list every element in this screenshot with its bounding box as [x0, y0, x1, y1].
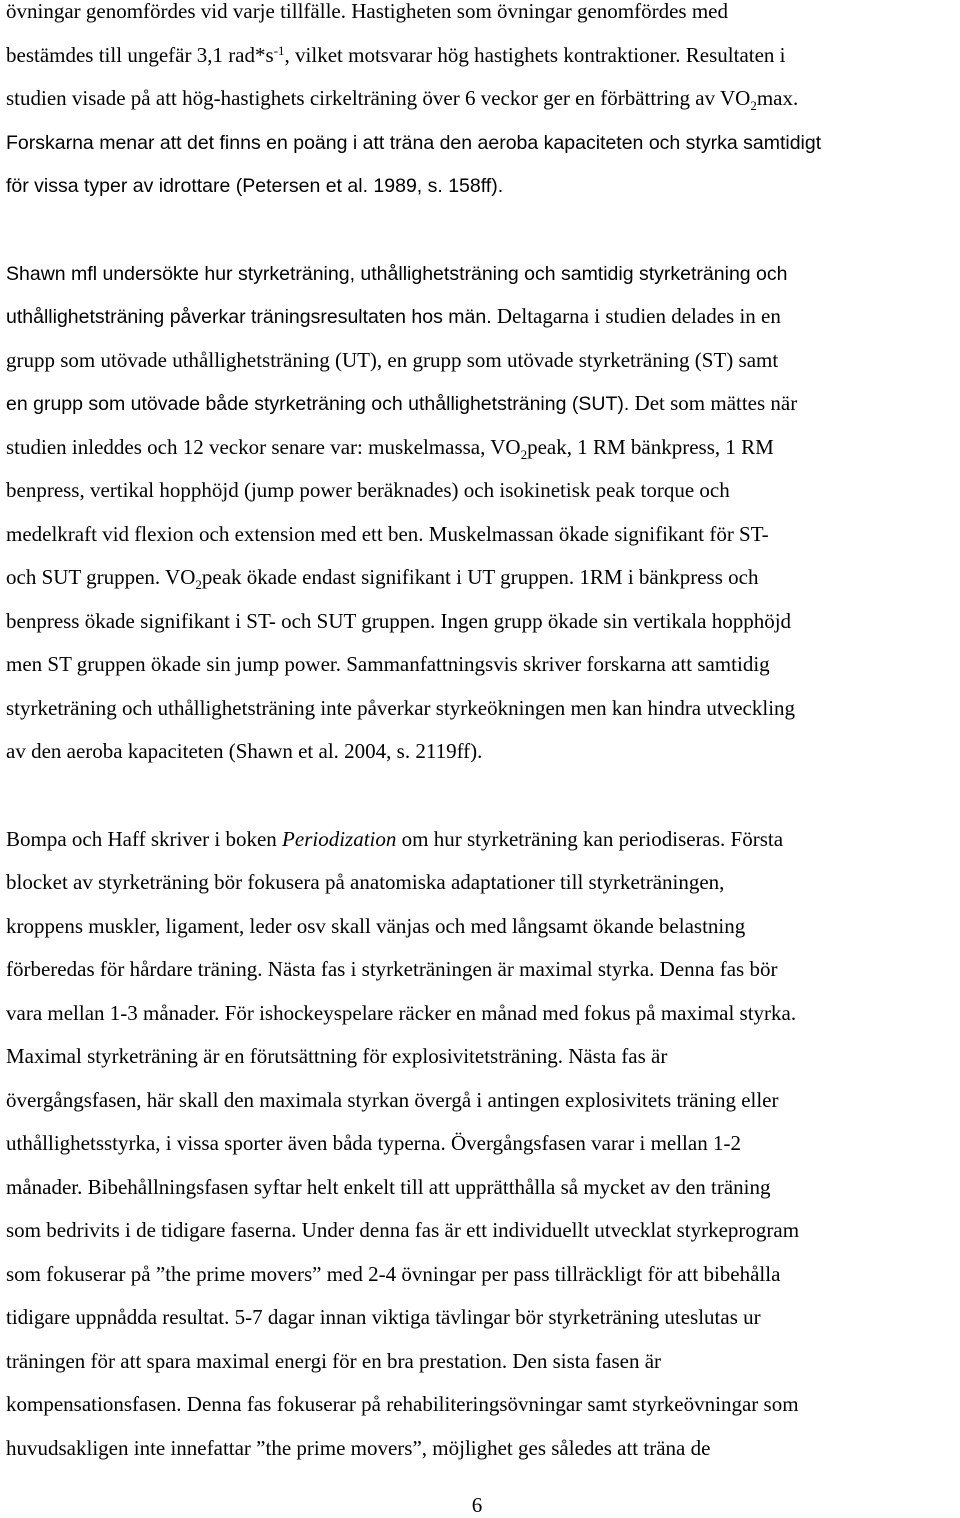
- line-text: förberedas för hårdare träning. Nästa fas i styrketräningen är maximal styrka. Denna fas bör: [6, 957, 778, 981]
- text-line: [6, 1304, 761, 1330]
- line-text: Shawn mfl undersökte hur styrketräning, uthållighetsträning och samtidig styrketräning och: [6, 263, 788, 285]
- line-text: studien inleddes och 12 veckor senare var: muskelmassa, VO: [6, 435, 521, 459]
- text-line: [6, 869, 724, 895]
- text-line: [6, 608, 791, 634]
- line-text: medelkraft vid flexion och extension med ett ben. Muskelmassan ökade signifikant för ST-: [6, 522, 769, 546]
- text-line: [6, 956, 777, 982]
- line-text: en grupp som utövade både styrketräning och uthållighetsträning (SUT).: [6, 393, 630, 415]
- text-line: [6, 826, 783, 852]
- line-text: grupp som utövade uthållighetsträning (UT), en grupp som utövade styrketräning (ST) samt: [6, 348, 779, 372]
- text-line: [6, 1261, 780, 1287]
- line-text: månader. Bibehållningsfasen syftar helt enkelt till att upprätthålla så mycket av den träning: [6, 1175, 771, 1199]
- text-line: [6, 521, 769, 547]
- text-line: [6, 347, 778, 373]
- text-line: [6, 85, 798, 111]
- line-text: vara mellan 1-3 månader. För ishockeyspelare räcker en månad med fokus på maximal styrka.: [6, 1001, 797, 1025]
- line-text: peak, 1 RM bänkpress, 1 RM: [527, 435, 774, 459]
- line-text: , vilket motsvarar hög hastighets kontraktioner. Resultaten i: [284, 43, 786, 67]
- line-text: Maximal styrketräning är en förutsättning för explosivitetsträning. Nästa fas är: [6, 1044, 668, 1068]
- line-text: Det som mättes när: [629, 391, 798, 415]
- line-text: kroppens muskler, ligament, leder osv skall vänjas och med långsamt ökande belastning: [6, 914, 746, 938]
- line-text: men ST gruppen ökade sin jump power. Sammanfattningsvis skriver forskarna att samtidig: [6, 652, 770, 676]
- line-text: träningen för att spara maximal energi för en bra prestation. Den sista fasen är: [6, 1349, 662, 1373]
- text-line: [6, 434, 774, 460]
- line-text: Forskarna menar att det finns en poäng i att träna den aeroba kapaciteten och styrka samtidigt: [6, 132, 822, 154]
- line-text: tidigare uppnådda resultat. 5-7 dagar innan viktiga tävlingar bör styrketräning uteslutas ur: [6, 1305, 761, 1329]
- text-line: [6, 390, 797, 416]
- text-line: [6, 0, 728, 24]
- superscript: -1: [273, 43, 285, 58]
- line-text: av den aeroba kapaciteten (Shawn et al. 2004, s. 2119ff).: [6, 739, 483, 763]
- text-line: [6, 1000, 796, 1026]
- line-text: benpress, vertikal hopphöjd (jump power beräknades) och isokinetisk peak torque och: [6, 478, 730, 502]
- italic-title: Periodization: [282, 827, 397, 851]
- text-line: [6, 564, 758, 590]
- line-text: blocket av styrketräning bör fokusera på anatomiska adaptationer till styrketräningen,: [6, 870, 725, 894]
- line-text: och SUT gruppen. VO: [6, 565, 196, 589]
- line-text: bestämdes till ungefär 3,1 rad*s: [6, 43, 274, 67]
- text-line: [6, 1043, 667, 1069]
- text-line: [6, 1087, 779, 1113]
- line-text: för vissa typer av idrottare (Petersen et al. 1989, s. 158ff).: [6, 175, 504, 197]
- line-text: styrketräning och uthållighetsträning inte påverkar styrkeökningen men kan hindra utveckling: [6, 696, 796, 720]
- line-text: benpress ökade signifikant i ST- och SUT gruppen. Ingen grupp ökade sin vertikala hopphöjd: [6, 609, 792, 633]
- line-text: Bompa och Haff skriver i boken: [6, 827, 283, 851]
- text-line: [6, 913, 745, 939]
- line-text: som fokuserar på ”the prime movers” med 2-4 övningar per pass tillräckligt för att bibehålla: [6, 1262, 781, 1286]
- text-line: [6, 477, 730, 503]
- line-text: övergångsfasen, här skall den maximala styrkan övergå i antingen explosivitets träning eller: [6, 1088, 779, 1112]
- subscript: 2: [195, 577, 202, 592]
- text-line: [6, 303, 781, 329]
- text-line: [6, 1130, 741, 1156]
- line-text: max.: [756, 86, 799, 110]
- line-text: uthållighetsträning påverkar träningsresultaten hos män.: [6, 306, 492, 328]
- line-text: uthållighetsstyrka, i vissa sporter även båda typerna. Övergångsfasen varar i mellan 1-2: [6, 1131, 741, 1155]
- text-line: [6, 695, 795, 721]
- text-line: [6, 260, 788, 286]
- line-text: övningar genomfördes vid varje tillfälle. Hastigheten som övningar genomfördes med: [6, 0, 728, 23]
- text-line: [6, 1217, 799, 1243]
- line-text: studien visade på att hög-hastighets cirkelträning över 6 veckor ger en förbättring av VO: [6, 86, 751, 110]
- text-line: [6, 1174, 771, 1200]
- line-text: huvudsakligen inte innefattar ”the prime movers”, möjlighet ges således att träna de: [6, 1436, 711, 1460]
- text-line: [6, 1348, 661, 1374]
- text-line: [6, 42, 786, 68]
- subscript: 2: [750, 98, 757, 113]
- text-line: [6, 129, 821, 155]
- text-line: [6, 172, 503, 198]
- text-line: [6, 1391, 799, 1417]
- subscript: 2: [520, 447, 528, 462]
- page-number: 6: [471, 1493, 483, 1517]
- text-line: [6, 738, 482, 764]
- text-line: [6, 651, 770, 677]
- line-text: om hur styrketräning kan periodiseras. Första: [396, 827, 784, 851]
- line-text: peak ökade endast signifikant i UT gruppen. 1RM i bänkpress och: [201, 565, 759, 589]
- line-text: som bedrivits i de tidigare faserna. Under denna fas är ett individuellt utvecklat styrkeprogram: [6, 1218, 800, 1242]
- line-text: Deltagarna i studien delades in en: [491, 304, 781, 328]
- line-text: kompensationsfasen. Denna fas fokuserar på rehabiliteringsövningar samt styrkeövningar som: [6, 1392, 799, 1416]
- text-line: [6, 1435, 710, 1461]
